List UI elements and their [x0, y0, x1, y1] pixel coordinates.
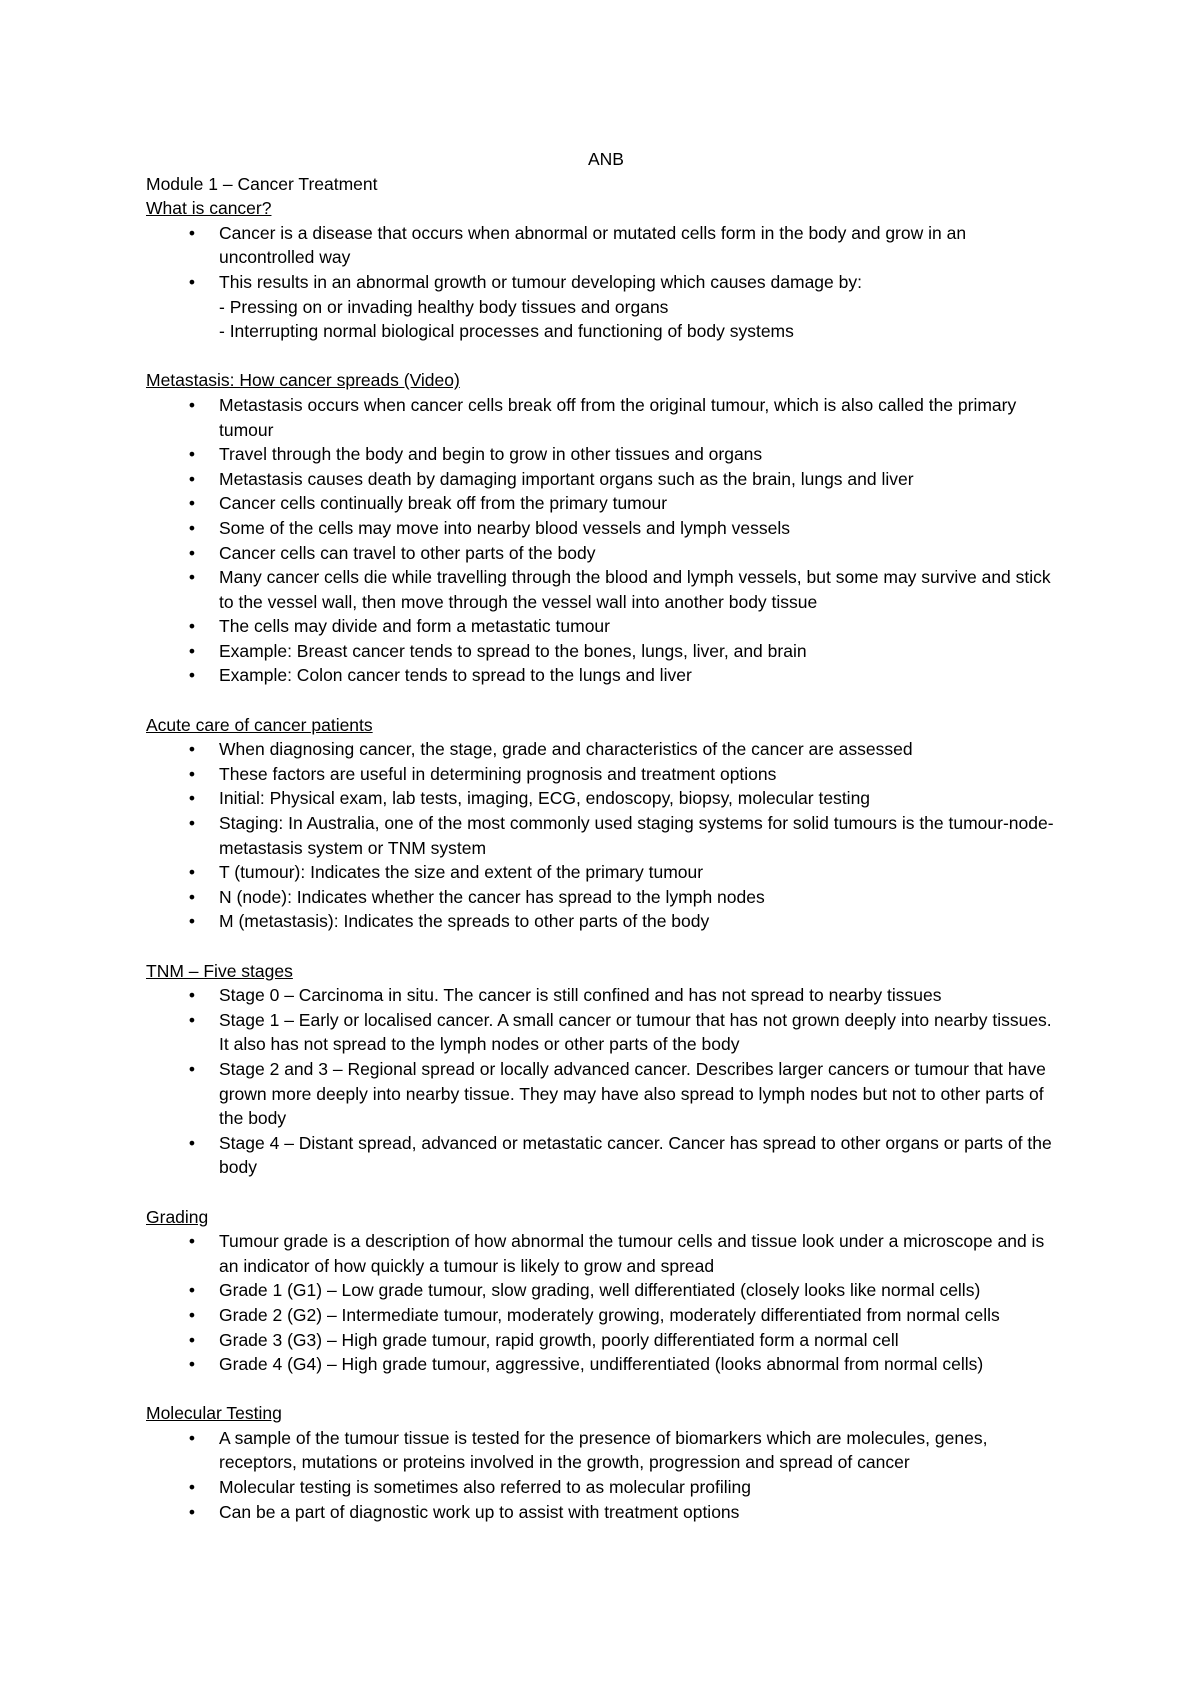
list-item-text: Stage 2 and 3 – Regional spread or locally advanced cancer. Describes larger cancers or tumour that have grown more deeply into nearby tissue. They may have also spread to lymph nodes but not to other parts of the body [219, 1058, 1046, 1129]
bullet-icon: • [188, 788, 196, 809]
bullet-icon: • [188, 616, 196, 637]
list-item-text: When diagnosing cancer, the stage, grade and characteristics of the cancer are assessed [219, 739, 913, 760]
list-item [146, 1426, 1066, 1475]
list-item-text: Can be a part of diagnostic work up to assist with treatment options [219, 1501, 740, 1522]
list-item [146, 885, 1066, 910]
bullet-list [146, 1426, 1066, 1524]
bullet-icon: • [188, 567, 196, 588]
section-heading: What is cancer? [146, 198, 272, 219]
list-item [146, 786, 1066, 811]
bullet-icon: • [188, 493, 196, 514]
bullet-icon: • [188, 739, 196, 760]
list-item [146, 983, 1066, 1008]
bullet-icon: • [188, 1329, 196, 1350]
bullet-icon: • [188, 1009, 196, 1030]
section-heading: Metastasis: How cancer spreads (Video) [146, 370, 460, 391]
bullet-icon: • [188, 1501, 196, 1522]
bullet-icon: • [188, 985, 196, 1006]
list-item-text: Cancer is a disease that occurs when abnormal or mutated cells form in the body and grow in an uncontrolled way [219, 222, 967, 268]
list-item-text: Tumour grade is a description of how abnormal the tumour cells and tissue look under a microscope and is an indicator of how quickly a tumour is likely to grow and spread [219, 1231, 1045, 1276]
section-3 [146, 959, 1066, 1180]
list-item-text: Grade 1 (G1) – Low grade tumour, slow grading, well differentiated (closely looks like normal cells) [219, 1280, 981, 1301]
list-item-text: Stage 4 – Distant spread, advanced or metastatic cancer. Cancer has spread to other organs or parts of the body [219, 1132, 1052, 1178]
module-title: Module 1 – Cancer Treatment [146, 173, 378, 194]
bullet-list [146, 983, 1066, 1180]
bullet-icon: • [188, 468, 196, 489]
bullet-icon: • [188, 271, 196, 292]
list-item [146, 639, 1066, 664]
list-item-text: Grade 2 (G2) – Intermediate tumour, moderately growing, moderately differentiated from normal cells [219, 1304, 1000, 1325]
list-item [146, 393, 1066, 442]
bullet-icon: • [188, 1427, 196, 1448]
list-item-text: Cancer cells continually break off from the primary tumour [219, 493, 668, 514]
list-item-text: Grade 4 (G4) – High grade tumour, aggressive, undifferentiated (looks abnormal from normal cells) [219, 1354, 984, 1375]
list-item-text: Example: Colon cancer tends to spread to the lungs and liver [219, 665, 692, 686]
document-content [146, 147, 1066, 1549]
list-item-text: Stage 1 – Early or localised cancer. A small cancer or tumour that has not grown deeply into nearby tissues. It also has not spread to the lymph nodes or other parts of the body [219, 1009, 1052, 1055]
list-item-text: Some of the cells may move into nearby blood vessels and lymph vessels [219, 517, 790, 538]
bullet-icon: • [188, 1354, 196, 1375]
bullet-icon: • [188, 1132, 196, 1153]
list-item [146, 1229, 1066, 1278]
list-item-text: A sample of the tumour tissue is tested for the presence of biomarkers which are molecules, genes, receptors, mutations or proteins involved in the growth, progression and spread of cancer [219, 1427, 988, 1473]
section-heading: Molecular Testing [146, 1403, 282, 1424]
list-item [146, 1328, 1066, 1353]
list-item-text: Staging: In Australia, one of the most commonly used staging systems for solid tumours is the tumour-node-metastasis system or TNM system [219, 813, 1054, 858]
section-heading: Acute care of cancer patients [146, 714, 373, 735]
list-item-text: Metastasis occurs when cancer cells break off from the original tumour, which is also called the primary tumour [219, 394, 1017, 440]
bullet-list [146, 1229, 1066, 1377]
list-item-text: Molecular testing is sometimes also referred to as molecular profiling [219, 1477, 752, 1498]
list-item [146, 1278, 1066, 1303]
list-item-text: Initial: Physical exam, lab tests, imaging, ECG, endoscopy, biopsy, molecular testing [219, 788, 871, 809]
bullet-list [146, 737, 1066, 934]
list-item-text: T (tumour): Indicates the size and extent of the primary tumour [219, 862, 704, 883]
list-item [146, 614, 1066, 639]
list-item-text: M (metastasis): Indicates the spreads to other parts of the body [219, 911, 710, 932]
bullet-icon: • [188, 1304, 196, 1325]
list-item [146, 565, 1066, 614]
document-title: ANB [588, 149, 624, 169]
bullet-icon: • [188, 665, 196, 686]
sub-point: - Pressing on or invading healthy body tissues and organs [219, 296, 669, 317]
list-item [146, 467, 1066, 492]
bullet-icon: • [188, 1280, 196, 1301]
list-item-text: N (node): Indicates whether the cancer has spread to the lymph nodes [219, 886, 765, 907]
list-item [146, 811, 1066, 860]
list-item [146, 442, 1066, 467]
section-1 [146, 368, 1066, 688]
list-item-text: These factors are useful in determining prognosis and treatment options [219, 763, 777, 784]
list-item [146, 663, 1066, 688]
bullet-icon: • [188, 862, 196, 883]
list-item [146, 1500, 1066, 1525]
bullet-list [146, 221, 1066, 344]
list-item [146, 1352, 1066, 1377]
bullet-icon: • [188, 394, 196, 415]
section-5 [146, 1401, 1066, 1524]
bullet-list [146, 393, 1066, 688]
list-item-text: The cells may divide and form a metastatic tumour [219, 616, 610, 637]
bullet-icon: • [188, 1477, 196, 1498]
list-item [146, 909, 1066, 934]
bullet-icon: • [188, 444, 196, 465]
sub-point: - Interrupting normal biological processes and functioning of body systems [219, 321, 794, 342]
bullet-icon: • [188, 886, 196, 907]
list-item-text: Example: Breast cancer tends to spread to the bones, lungs, liver, and brain [219, 640, 807, 661]
section-2 [146, 713, 1066, 934]
list-item [146, 221, 1066, 270]
bullet-icon: • [188, 1058, 196, 1079]
bullet-icon: • [188, 542, 196, 563]
list-item [146, 737, 1066, 762]
section-heading: Grading [146, 1206, 209, 1227]
list-item-text: Grade 3 (G3) – High grade tumour, rapid growth, poorly differentiated form a normal cell [219, 1329, 899, 1350]
list-item-text: Stage 0 – Carcinoma in situ. The cancer is still confined and has not spread to nearby tissues [219, 985, 942, 1006]
list-item [146, 516, 1066, 541]
list-item [146, 541, 1066, 566]
list-item [146, 1303, 1066, 1328]
list-item-text: Metastasis causes death by damaging important organs such as the brain, lungs and liver [219, 468, 914, 489]
list-item [146, 1008, 1066, 1057]
list-item [146, 1131, 1066, 1180]
section-heading: TNM – Five stages [146, 960, 293, 981]
list-item [146, 860, 1066, 885]
list-item-text: This results in an abnormal growth or tumour developing which causes damage by: [219, 271, 862, 292]
list-item [146, 491, 1066, 516]
list-item-text: Many cancer cells die while travelling through the blood and lymph vessels, but some may survive and stick to the vessel wall, then move through the vessel wall into another body tissue [219, 567, 1051, 612]
bullet-icon: • [188, 1231, 196, 1252]
sections-container [146, 196, 1066, 1524]
list-item-text: Cancer cells can travel to other parts of the body [219, 542, 596, 563]
section-0 [146, 196, 1066, 344]
bullet-icon: • [188, 222, 196, 243]
bullet-icon: • [188, 911, 196, 932]
list-item-text: Travel through the body and begin to grow in other tissues and organs [219, 444, 763, 465]
bullet-icon: • [188, 763, 196, 784]
list-item [146, 1475, 1066, 1500]
bullet-icon: • [188, 813, 196, 834]
list-item [146, 1057, 1066, 1131]
section-4 [146, 1205, 1066, 1377]
bullet-icon: • [188, 640, 196, 661]
list-item [146, 270, 1066, 344]
list-item [146, 762, 1066, 787]
bullet-icon: • [188, 517, 196, 538]
